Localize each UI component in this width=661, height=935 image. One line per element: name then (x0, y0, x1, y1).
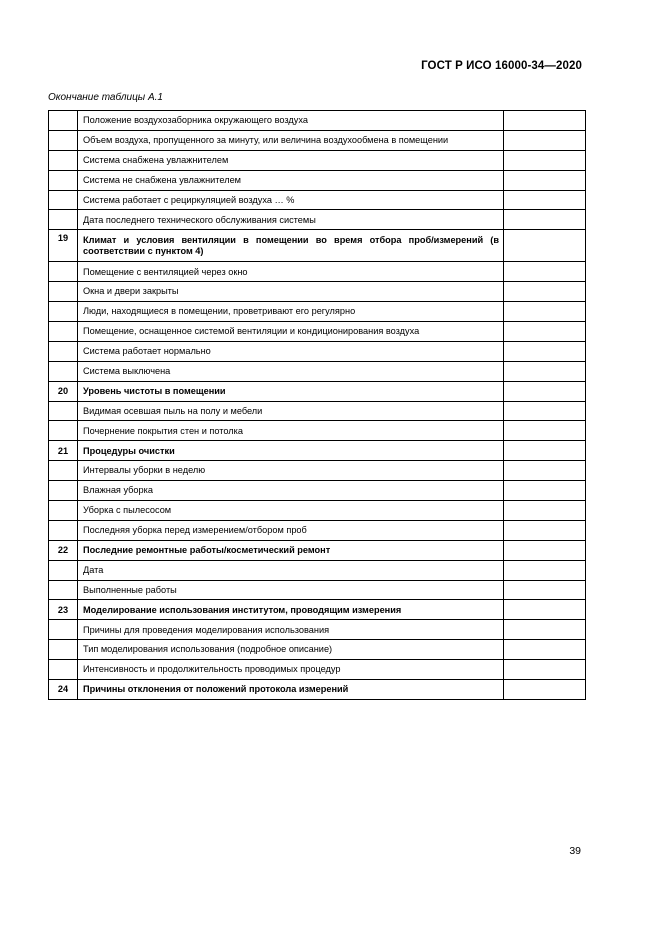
table-row (49, 501, 586, 521)
table-section-row (49, 680, 586, 700)
row-description-cell: Моделирование использования институтом, проводящим измерения (78, 600, 504, 620)
row-value-cell[interactable] (504, 282, 586, 302)
row-value-cell[interactable] (504, 170, 586, 190)
row-number-cell (49, 170, 78, 190)
row-description-cell: Система работает с рециркуляцией воздуха … % (78, 190, 504, 210)
page-number: 39 (569, 845, 581, 857)
row-number-cell (49, 481, 78, 501)
row-description-cell: Интервалы уборки в неделю (78, 461, 504, 481)
row-value-cell[interactable] (504, 190, 586, 210)
row-number-cell: 19 (49, 230, 78, 262)
row-number-cell (49, 190, 78, 210)
row-description-cell: Причины для проведения моделирования использования (78, 620, 504, 640)
table-caption: Окончание таблицы А.1 (48, 92, 163, 103)
row-number-cell (49, 501, 78, 521)
table-row (49, 560, 586, 580)
row-number-cell (49, 361, 78, 381)
row-number-cell (49, 520, 78, 540)
row-number-cell (49, 421, 78, 441)
row-description-cell: Помещение с вентиляцией через окно (78, 262, 504, 282)
row-number-cell (49, 150, 78, 170)
row-description-cell: Объем воздуха, пропущенного за минуту, или величина воздухообмена в помещении (78, 130, 504, 150)
table-row (49, 282, 586, 302)
table-section-row (49, 230, 586, 262)
row-value-cell[interactable] (504, 501, 586, 521)
row-value-cell[interactable] (504, 230, 586, 262)
row-value-cell[interactable] (504, 640, 586, 660)
row-description-cell: Тип моделирования использования (подробное описание) (78, 640, 504, 660)
row-description-cell: Выполненные работы (78, 580, 504, 600)
row-description-cell: Видимая осевшая пыль на полу и мебели (78, 401, 504, 421)
row-number-cell (49, 640, 78, 660)
row-value-cell[interactable] (504, 660, 586, 680)
row-value-cell[interactable] (504, 150, 586, 170)
row-description-cell: Дата (78, 560, 504, 580)
row-description-cell: Последние ремонтные работы/косметический ремонт (78, 540, 504, 560)
row-value-cell[interactable] (504, 341, 586, 361)
row-number-cell (49, 210, 78, 230)
questionnaire-table-body (49, 111, 586, 700)
table-section-row (49, 381, 586, 401)
table-row (49, 170, 586, 190)
row-number-cell: 20 (49, 381, 78, 401)
table-row (49, 401, 586, 421)
row-number-cell (49, 282, 78, 302)
row-description-cell: Система снабжена увлажнителем (78, 150, 504, 170)
row-value-cell[interactable] (504, 210, 586, 230)
table-row (49, 130, 586, 150)
row-number-cell: 22 (49, 540, 78, 560)
row-value-cell[interactable] (504, 441, 586, 461)
table-section-row (49, 540, 586, 560)
row-description-cell: Влажная уборка (78, 481, 504, 501)
row-description-cell: Последняя уборка перед измерением/отбором проб (78, 520, 504, 540)
row-number-cell (49, 262, 78, 282)
row-value-cell[interactable] (504, 421, 586, 441)
row-description-cell: Система не снабжена увлажнителем (78, 170, 504, 190)
table-row (49, 640, 586, 660)
row-description-cell: Система выключена (78, 361, 504, 381)
row-value-cell[interactable] (504, 302, 586, 322)
row-number-cell (49, 401, 78, 421)
table-row (49, 361, 586, 381)
table-row (49, 190, 586, 210)
row-number-cell: 21 (49, 441, 78, 461)
row-value-cell[interactable] (504, 580, 586, 600)
row-description-cell: Климат и условия вентиляции в помещении во время отбора проб/измерений (в соответствии с пунктом 4) (78, 230, 504, 262)
questionnaire-table (48, 110, 586, 700)
row-value-cell[interactable] (504, 560, 586, 580)
row-value-cell[interactable] (504, 680, 586, 700)
row-number-cell (49, 341, 78, 361)
row-number-cell (49, 660, 78, 680)
row-value-cell[interactable] (504, 620, 586, 640)
table-row (49, 620, 586, 640)
table-row (49, 481, 586, 501)
row-number-cell: 24 (49, 680, 78, 700)
table-row (49, 262, 586, 282)
row-number-cell (49, 560, 78, 580)
row-number-cell (49, 302, 78, 322)
table-section-row (49, 441, 586, 461)
row-number-cell: 23 (49, 600, 78, 620)
row-description-cell: Положение воздухозаборника окружающего воздуха (78, 111, 504, 131)
row-value-cell[interactable] (504, 540, 586, 560)
table-row (49, 210, 586, 230)
row-description-cell: Уровень чистоты в помещении (78, 381, 504, 401)
row-value-cell[interactable] (504, 401, 586, 421)
row-value-cell[interactable] (504, 262, 586, 282)
row-description-cell: Уборка с пылесосом (78, 501, 504, 521)
row-value-cell[interactable] (504, 520, 586, 540)
row-number-cell (49, 322, 78, 342)
row-number-cell (49, 580, 78, 600)
row-description-cell: Интенсивность и продолжительность проводимых процедур (78, 660, 504, 680)
table-row (49, 322, 586, 342)
document-standard-header: ГОСТ Р ИСО 16000-34—2020 (421, 60, 582, 72)
row-value-cell[interactable] (504, 130, 586, 150)
row-value-cell[interactable] (504, 381, 586, 401)
row-description-cell: Причины отклонения от положений протокола измерений (78, 680, 504, 700)
table-section-row (49, 600, 586, 620)
row-number-cell (49, 111, 78, 131)
row-description-cell: Люди, находящиеся в помещении, проветривают его регулярно (78, 302, 504, 322)
row-value-cell[interactable] (504, 461, 586, 481)
table-row (49, 461, 586, 481)
table-row (49, 580, 586, 600)
row-number-cell (49, 130, 78, 150)
table-row (49, 302, 586, 322)
row-description-cell: Помещение, оснащенное системой вентиляции и кондиционирования воздуха (78, 322, 504, 342)
row-value-cell[interactable] (504, 481, 586, 501)
table-row (49, 150, 586, 170)
table-row (49, 111, 586, 131)
row-value-cell[interactable] (504, 600, 586, 620)
row-description-cell: Процедуры очистки (78, 441, 504, 461)
row-number-cell (49, 620, 78, 640)
row-description-cell: Система работает нормально (78, 341, 504, 361)
table-row (49, 660, 586, 680)
row-description-cell: Почернение покрытия стен и потолка (78, 421, 504, 441)
row-value-cell[interactable] (504, 361, 586, 381)
row-description-cell: Дата последнего технического обслуживания системы (78, 210, 504, 230)
row-value-cell[interactable] (504, 111, 586, 131)
row-value-cell[interactable] (504, 322, 586, 342)
table-row (49, 341, 586, 361)
row-number-cell (49, 461, 78, 481)
table-row (49, 421, 586, 441)
row-description-cell: Окна и двери закрыты (78, 282, 504, 302)
table-row (49, 520, 586, 540)
